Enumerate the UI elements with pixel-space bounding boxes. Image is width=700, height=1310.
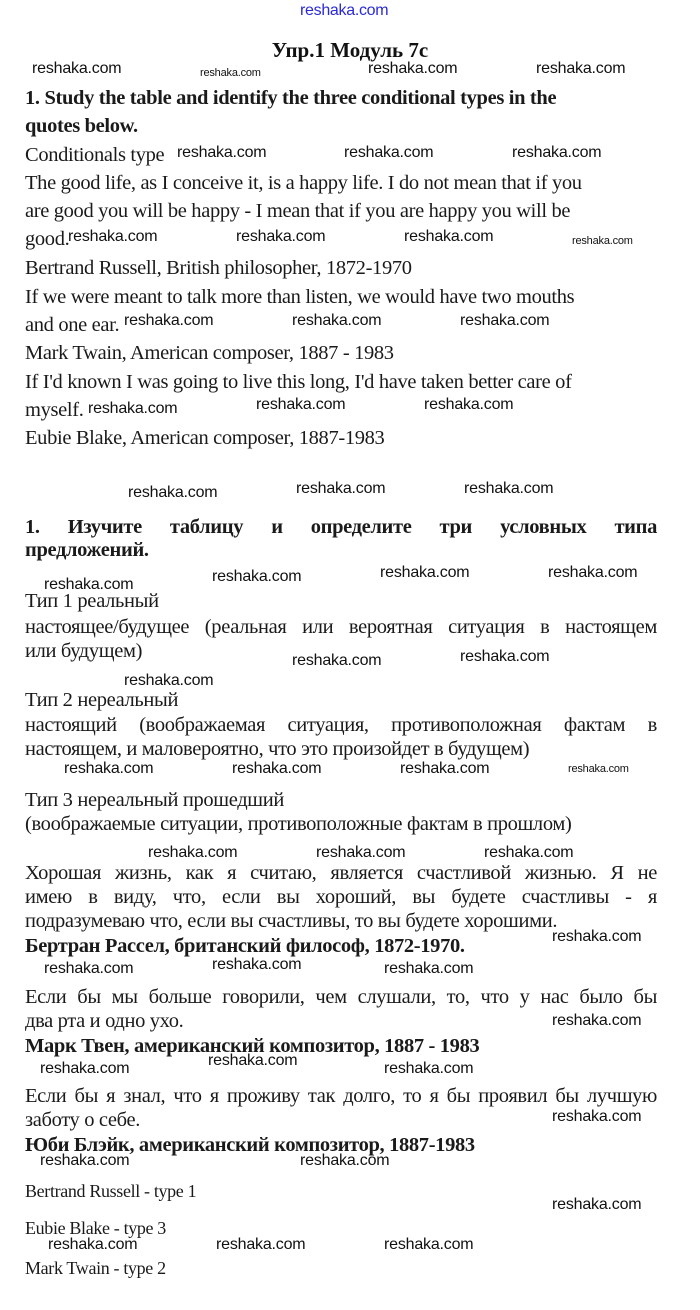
watermark: reshaka.com bbox=[208, 1052, 298, 1069]
watermark: reshaka.com bbox=[568, 763, 629, 775]
watermark: reshaka.com bbox=[384, 960, 474, 977]
type-desc: настоящем, и маловероятно, что это произойдет в будущем) bbox=[25, 738, 530, 760]
watermark: reshaka.com bbox=[484, 844, 574, 861]
answer: Eubie Blake - type 3 bbox=[25, 1218, 166, 1238]
watermark: reshaka.com bbox=[572, 235, 633, 247]
quote-text: Хорошая жизнь, как я считаю, является счастливой жизнью. Я не bbox=[25, 862, 657, 884]
watermark: reshaka.com bbox=[536, 60, 626, 77]
quote-text: Если бы я знал, что я проживу так долго, то я бы проявил бы лучшую bbox=[25, 1085, 657, 1107]
watermark: reshaka.com bbox=[200, 67, 261, 79]
task-heading-en-2: quotes below. bbox=[25, 115, 138, 137]
watermark: reshaka.com bbox=[424, 396, 514, 413]
quote-text: good. bbox=[25, 228, 70, 250]
watermark: reshaka.com bbox=[460, 648, 550, 665]
watermark: reshaka.com bbox=[512, 144, 602, 161]
watermark: reshaka.com bbox=[400, 760, 490, 777]
watermark: reshaka.com bbox=[548, 564, 638, 581]
type-desc: (воображаемые ситуации, противоположные фактам в прошлом) bbox=[25, 813, 572, 835]
type-title: Тип 2 нереальный bbox=[25, 689, 179, 711]
watermark: reshaka.com bbox=[292, 652, 382, 669]
quote-author: Марк Твен, американский композитор, 1887 - 1983 bbox=[25, 1035, 480, 1057]
watermark: reshaka.com bbox=[212, 956, 302, 973]
watermark: reshaka.com bbox=[380, 564, 470, 581]
header-watermark[interactable]: reshaka.com bbox=[300, 2, 389, 19]
watermark: reshaka.com bbox=[256, 396, 346, 413]
watermark: reshaka.com bbox=[344, 144, 434, 161]
watermark: reshaka.com bbox=[292, 312, 382, 329]
watermark: reshaka.com bbox=[64, 760, 154, 777]
watermark: reshaka.com bbox=[44, 960, 134, 977]
watermark: reshaka.com bbox=[552, 1012, 642, 1029]
task-heading-ru-2: предложений. bbox=[25, 539, 149, 561]
watermark: reshaka.com bbox=[552, 928, 642, 945]
quote-text: The good life, as I conceive it, is a happy life. I do not mean that if you bbox=[25, 172, 582, 194]
page-title: Упр.1 Модуль 7c bbox=[271, 38, 429, 62]
quote-text: myself. bbox=[25, 399, 84, 421]
watermark: reshaka.com bbox=[236, 228, 326, 245]
quote-text: and one ear. bbox=[25, 314, 120, 336]
watermark: reshaka.com bbox=[232, 760, 322, 777]
quote-author: Бертран Рассел, британский философ, 1872-1970. bbox=[25, 935, 465, 957]
watermark: reshaka.com bbox=[48, 1236, 138, 1253]
watermark: reshaka.com bbox=[40, 1152, 130, 1169]
watermark: reshaka.com bbox=[460, 312, 550, 329]
watermark: reshaka.com bbox=[68, 228, 158, 245]
quote-author: Bertrand Russell, British philosopher, 1872-1970 bbox=[25, 257, 412, 279]
quote-text: are good you will be happy - I mean that if you are happy you will be bbox=[25, 200, 571, 222]
watermark: reshaka.com bbox=[296, 480, 386, 497]
answer: Bertrand Russell - type 1 bbox=[25, 1181, 197, 1201]
watermark: reshaka.com bbox=[124, 312, 214, 329]
watermark: reshaka.com bbox=[88, 400, 178, 417]
quote-author: Юби Блэйк, американский композитор, 1887-1983 bbox=[25, 1134, 475, 1156]
type-title: Тип 1 реальный bbox=[25, 590, 159, 612]
quote-text: Если бы мы больше говорили, чем слушали, то, что у нас было бы bbox=[25, 986, 657, 1008]
type-title: Тип 3 нереальный прошедший bbox=[25, 789, 284, 811]
task-heading-ru: 1. Изучите таблицу и определите три условных типа bbox=[25, 516, 657, 538]
quote-text: If I'd known I was going to live this long, I'd have taken better care of bbox=[25, 371, 572, 393]
watermark: reshaka.com bbox=[128, 484, 218, 501]
quote-text: два рта и одно ухо. bbox=[25, 1010, 184, 1032]
watermark: reshaka.com bbox=[44, 576, 134, 593]
type-desc: настоящее/будущее (реальная или вероятная ситуация в настоящем bbox=[25, 616, 657, 638]
watermark: reshaka.com bbox=[384, 1060, 474, 1077]
quote-text: заботу о себе. bbox=[25, 1109, 140, 1131]
quote-text: имею в виду, что, если вы хороший, вы будете счастливы - я bbox=[25, 886, 657, 908]
watermark: reshaka.com bbox=[40, 1060, 130, 1077]
watermark: reshaka.com bbox=[464, 480, 554, 497]
watermark: reshaka.com bbox=[552, 1196, 642, 1213]
quote-text: подразумеваю что, если вы счастливы, то вы будете хорошими. bbox=[25, 910, 558, 932]
watermark: reshaka.com bbox=[216, 1236, 306, 1253]
watermark: reshaka.com bbox=[148, 844, 238, 861]
watermark: reshaka.com bbox=[300, 1152, 390, 1169]
watermark: reshaka.com bbox=[368, 60, 458, 77]
watermark: reshaka.com bbox=[552, 1108, 642, 1125]
watermark: reshaka.com bbox=[212, 568, 302, 585]
watermark: reshaka.com bbox=[384, 1236, 474, 1253]
task-heading-en: 1. Study the table and identify the three conditional types in the bbox=[25, 87, 557, 109]
answer: Mark Twain - type 2 bbox=[25, 1258, 166, 1278]
quote-text: If we were meant to talk more than listen, we would have two mouths bbox=[25, 286, 575, 308]
type-desc: или будущем) bbox=[25, 640, 143, 662]
quote-author: Mark Twain, American composer, 1887 - 1983 bbox=[25, 342, 394, 364]
subtitle: Conditionals type bbox=[25, 144, 165, 166]
watermark: reshaka.com bbox=[177, 144, 267, 161]
watermark: reshaka.com bbox=[32, 60, 122, 77]
watermark: reshaka.com bbox=[124, 672, 214, 689]
quote-author: Eubie Blake, American composer, 1887-1983 bbox=[25, 427, 385, 449]
type-desc: настоящий (воображаемая ситуация, противоположная фактам в bbox=[25, 714, 657, 736]
watermark: reshaka.com bbox=[404, 228, 494, 245]
watermark: reshaka.com bbox=[316, 844, 406, 861]
